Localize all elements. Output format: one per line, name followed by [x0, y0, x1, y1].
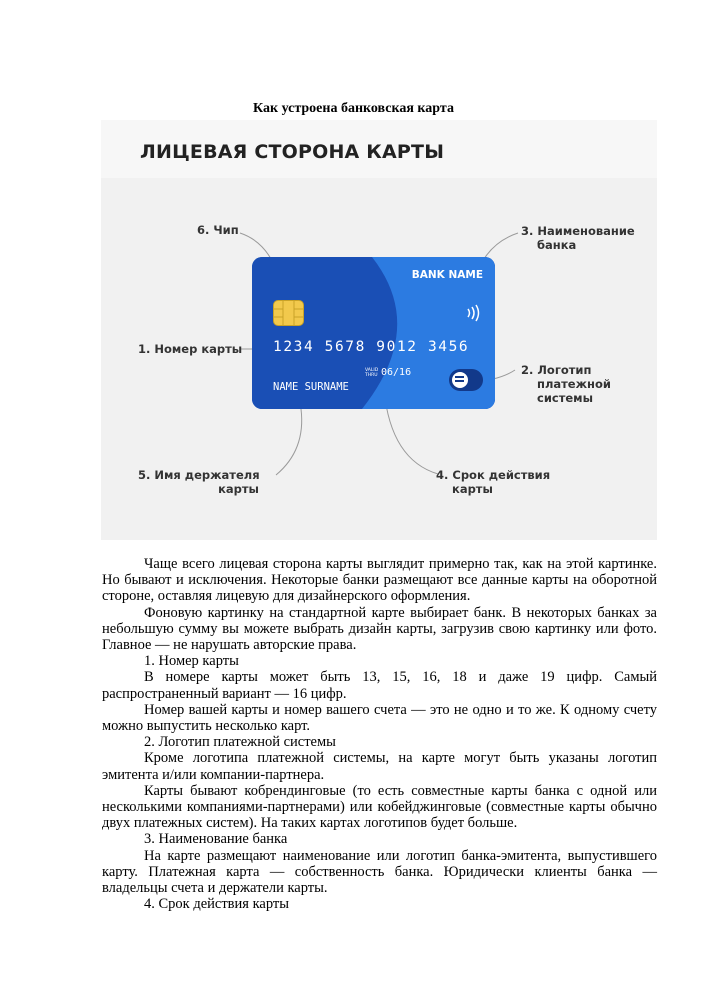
figure-heading: ЛИЦЕВАЯ СТОРОНА КАРТЫ: [140, 141, 445, 163]
callout-expiry: 4. Срок действия карты: [436, 468, 551, 496]
document-title: Как устроена банковская карта: [253, 101, 454, 116]
paragraph: Фоновую картинку на стандартной карте выбирает банк. В некоторых банках за небольшую сумму вы можете выбрать дизайн карты, загрузив свою картинку или фото. Главное — не нарушать авторские права.: [102, 604, 657, 654]
paragraph: Чаще всего лицевая сторона карты выглядит примерно так, как на этой картинке. Но бывают и исключения. Некоторые банки размещают все данные карты на оборотной стороне, оставляя лицевую для дизайнерского оформления.: [102, 556, 657, 605]
card-diagram-figure: [101, 120, 657, 540]
paragraph: Кроме логотипа платежной системы, на карте могут быть указаны логотип эмитента и/или компании-партнера.: [102, 750, 657, 783]
card-number: 1234 5678 9012 3456: [273, 339, 470, 355]
chip-icon: [273, 300, 304, 326]
paragraph: На карте размещают наименование или логотип банка-эмитента, выпустившего карту. Платежная карта — собственность банка. Юридически клиенты банка — владельцы счета и держатели карты.: [102, 847, 657, 897]
section-heading: 1. Номер карты: [144, 653, 239, 670]
callout-payment-logo: 2. Логотип платежной системы: [521, 363, 611, 405]
callout-card-number: 1. Номер карты: [138, 342, 243, 356]
cardholder-name: NAME SURNAME: [273, 381, 349, 393]
leader-payment-logo: [493, 370, 515, 379]
leader-holder: [276, 409, 302, 475]
paragraph: Карты бывают кобрендинговые (то есть совместные карты банка с одной или несколькими компаниями-партнерами) или кобейджинговые (совместные карты обычно двух платежных систем). На таких картах логотипов будет больше.: [102, 782, 657, 832]
section-heading: 3. Наименование банка: [144, 831, 288, 848]
callout-chip: 6. Чип: [197, 223, 239, 237]
expiry-date: 06/16: [381, 367, 412, 378]
bank-card: [252, 257, 495, 409]
section-heading: 4. Срок действия карты: [144, 896, 289, 913]
section-heading: 2. Логотип платежной системы: [144, 734, 336, 751]
callout-holder-name: 5. Имя держателя карты: [138, 468, 260, 496]
bank-name-label: BANK NAME: [411, 269, 483, 281]
payment-system-logo-icon: [449, 369, 483, 391]
paragraph: В номере карты может быть 13, 15, 16, 18 и даже 19 цифр. Самый распространенный вариант — 16 цифр.: [102, 669, 657, 702]
contactless-icon: [465, 304, 481, 322]
paragraph: Номер вашей карты и номер вашего счета — это не одно и то же. К одному счету можно выпустить несколько карт.: [102, 701, 657, 735]
valid-thru-label: VALID THRU: [365, 368, 379, 378]
body-text: [102, 556, 657, 912]
callout-bank-name: 3. Наименование банка: [521, 224, 635, 252]
